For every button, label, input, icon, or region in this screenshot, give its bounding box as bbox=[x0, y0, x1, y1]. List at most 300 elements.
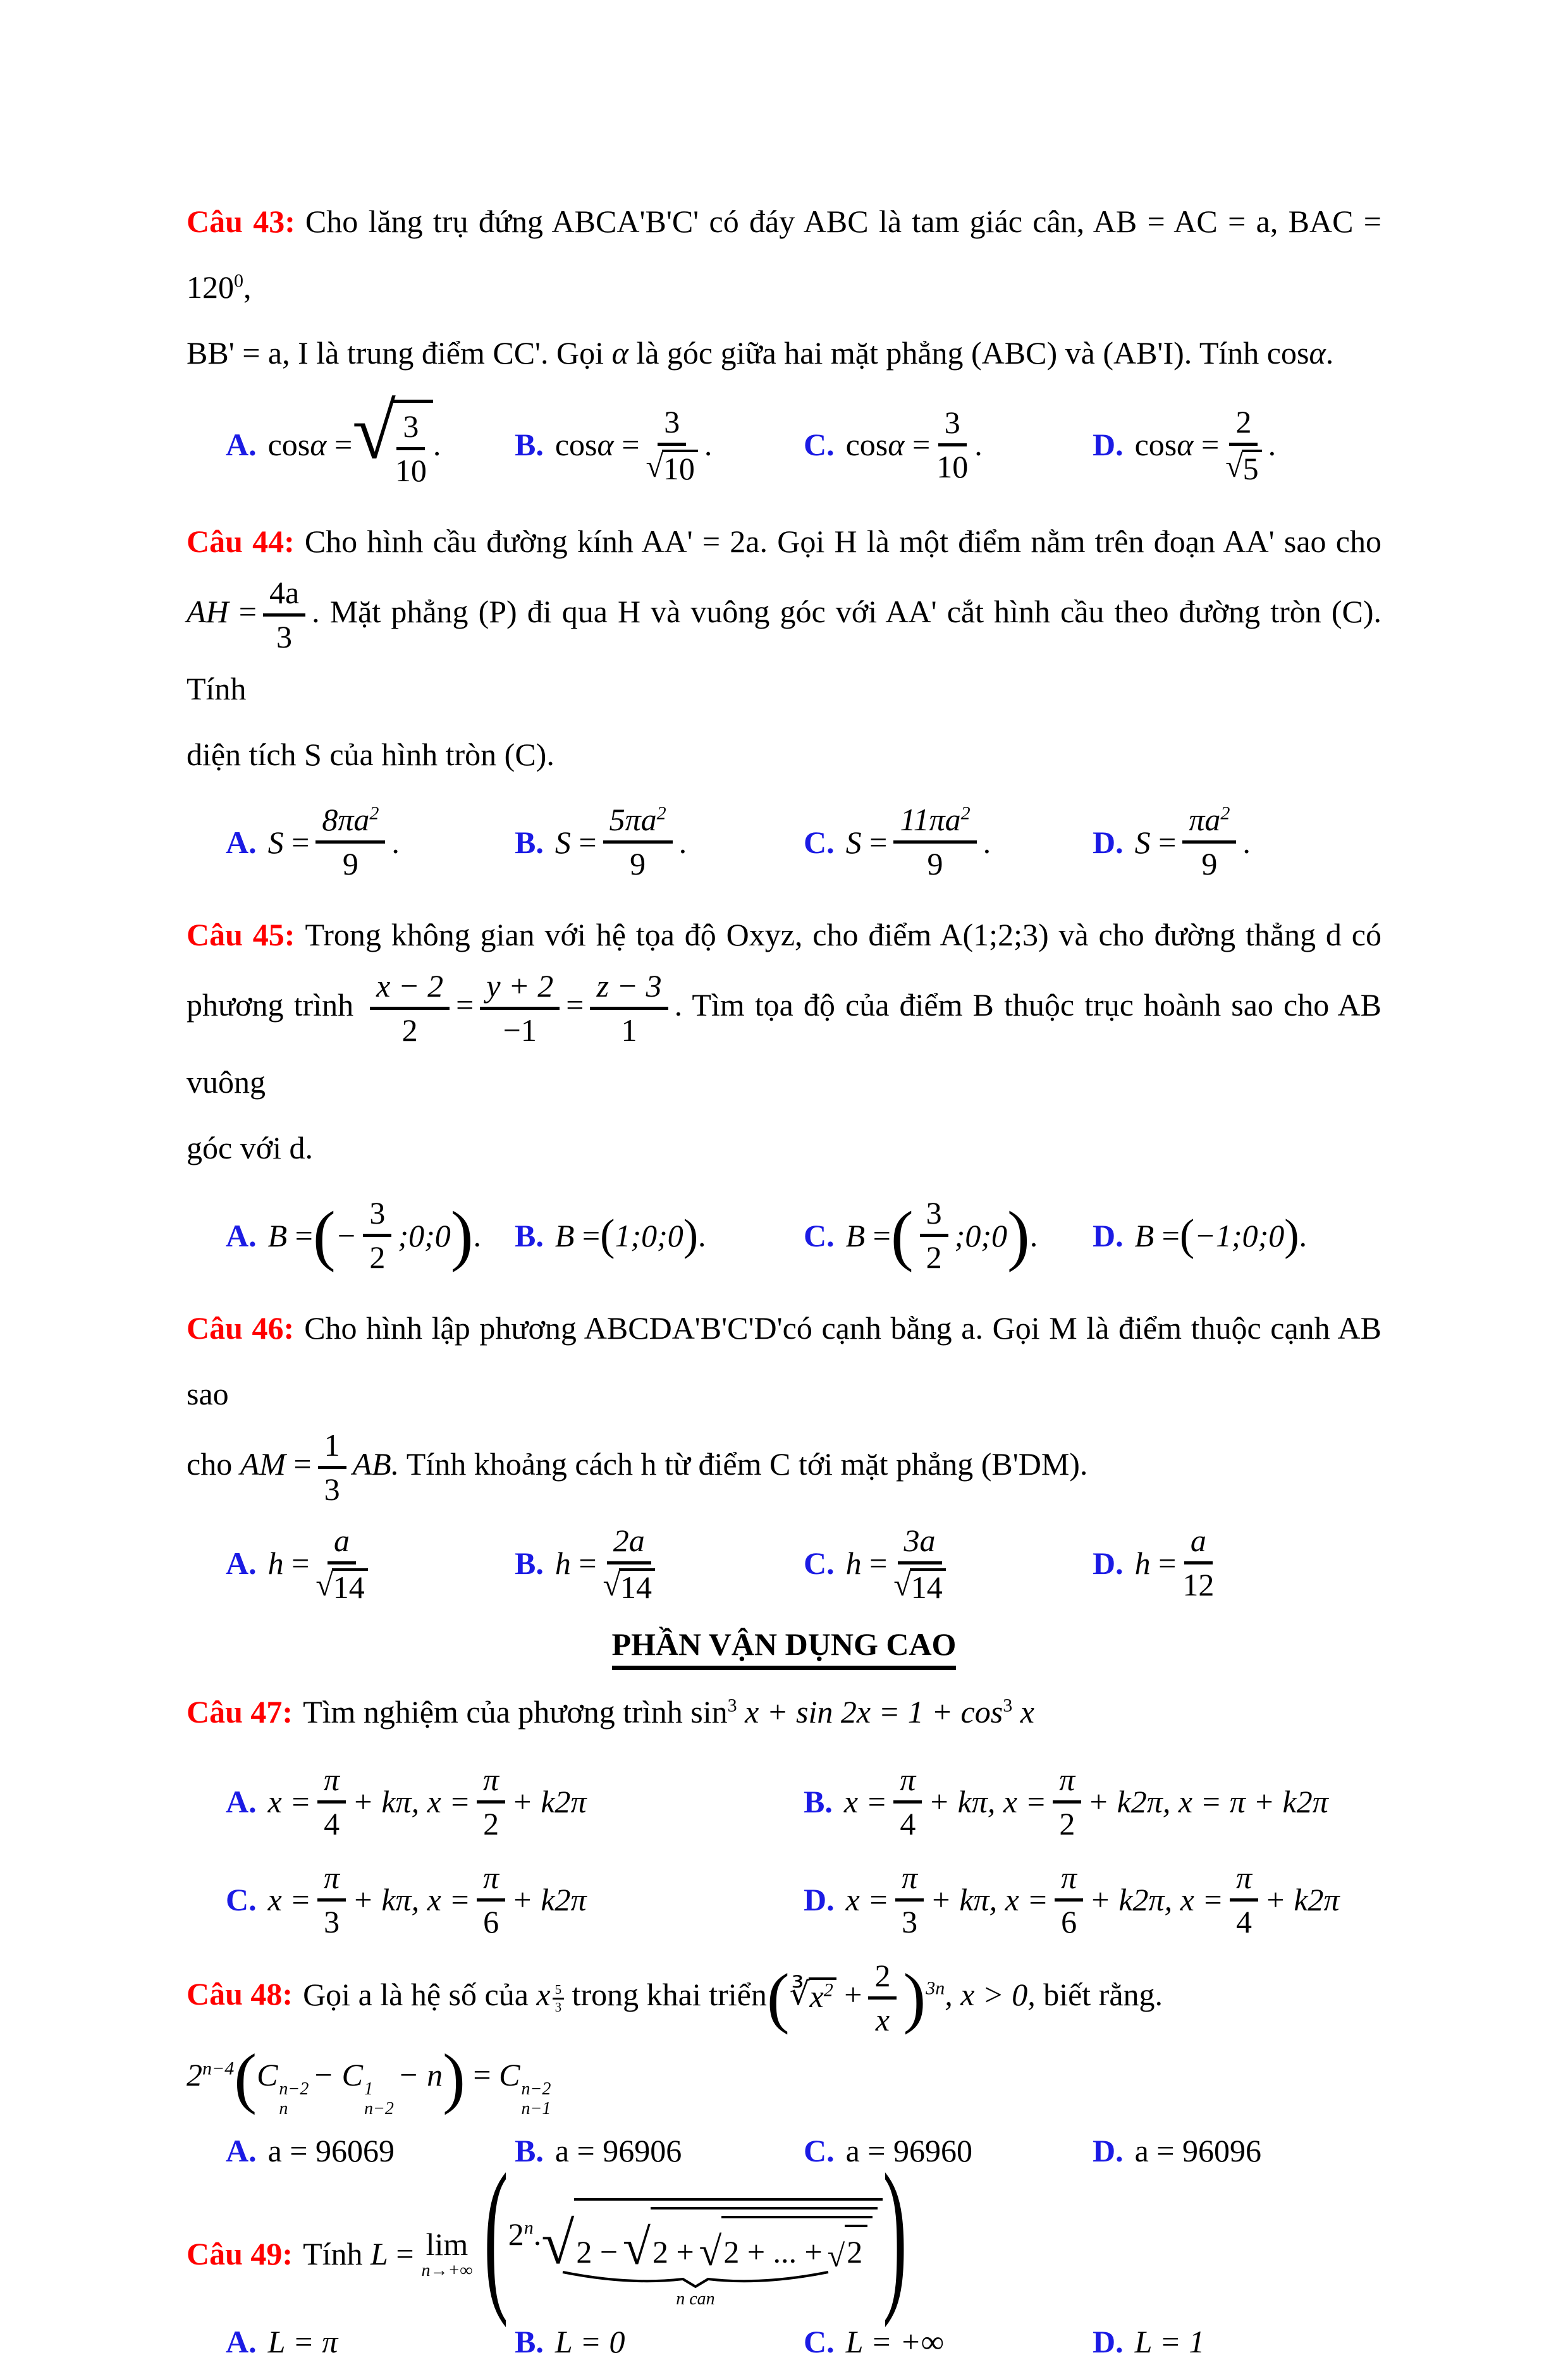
q47-line-1 bbox=[187, 1679, 1381, 1745]
option-value: a = 96960 bbox=[845, 2133, 972, 2169]
option-letter-b: B. bbox=[515, 824, 544, 860]
option-letter-c: C. bbox=[804, 2133, 835, 2169]
fraction-numerator: 4a bbox=[263, 574, 305, 617]
expr-part: x = bbox=[267, 1882, 312, 1917]
fraction bbox=[646, 403, 697, 486]
binom-sub: n bbox=[279, 2098, 288, 2118]
fraction-numerator: π bbox=[477, 1859, 505, 1902]
option-letter-d: D. bbox=[804, 1882, 835, 1917]
q48-option-d bbox=[1093, 2132, 1381, 2169]
q46-var-h: h bbox=[267, 1545, 284, 1581]
radicand bbox=[651, 2207, 878, 2275]
fraction-numerator: 3 bbox=[658, 403, 686, 446]
option-value: L = 0 bbox=[554, 2324, 625, 2360]
option-letter-d: D. bbox=[1093, 1545, 1124, 1581]
equals-sign: = bbox=[293, 1446, 312, 1482]
q47-option-b bbox=[804, 1761, 1381, 1843]
binom-c: C bbox=[341, 2056, 363, 2093]
question-45 bbox=[187, 902, 1381, 1276]
alpha-symbol: α bbox=[611, 335, 628, 371]
option-letter-c: C. bbox=[804, 1545, 835, 1581]
q43-option-d bbox=[1093, 400, 1381, 489]
q46-text-1: Cho hình lập phương ABCDA'B'C'D'có cạnh bằng a. Gọi M là điểm thuộc cạnh AB sao bbox=[187, 1310, 1381, 1411]
binom-indices bbox=[521, 2079, 551, 2119]
lim-word: lim bbox=[426, 2227, 469, 2263]
expr-part: + k2π bbox=[511, 1882, 587, 1917]
q44-var-s: S bbox=[267, 824, 284, 860]
option-letter-c: C. bbox=[804, 427, 835, 462]
cube-root bbox=[790, 1977, 836, 2013]
option-value: a = 96906 bbox=[554, 2133, 682, 2169]
radical-sign: √ bbox=[699, 2228, 722, 2275]
nested-radical bbox=[623, 2207, 878, 2276]
q43-label: Câu 43: bbox=[187, 204, 295, 239]
q45-option-b: B. B = ( 1;0;0 ) . bbox=[515, 1210, 706, 1260]
fraction bbox=[590, 968, 668, 1049]
equals-sign: = bbox=[869, 1545, 888, 1581]
fraction-numerator bbox=[1182, 801, 1236, 844]
option-letter-b: B. bbox=[515, 1217, 544, 1253]
fraction-numerator: 3 bbox=[396, 408, 425, 450]
q45-line-2 bbox=[187, 968, 1381, 1115]
q46-option-d bbox=[1093, 1522, 1381, 1604]
period: . bbox=[473, 1217, 482, 1253]
sqrt bbox=[315, 1568, 367, 1604]
cos-symbol: cos bbox=[267, 427, 310, 462]
q47-option-d bbox=[804, 1859, 1381, 1941]
q49-label: Câu 49: bbox=[187, 2236, 293, 2272]
coords: −1;0;0 bbox=[1194, 1217, 1285, 1253]
q46-options bbox=[187, 1522, 1381, 1604]
fraction-numerator: 3 bbox=[363, 1195, 391, 1237]
fraction-numerator: y + 2 bbox=[480, 968, 560, 1010]
q44-label: Câu 44: bbox=[187, 524, 295, 559]
fraction bbox=[315, 801, 385, 883]
fraction-denominator: 10 bbox=[395, 453, 427, 488]
q48-text-4: biết rằng. bbox=[1043, 1976, 1163, 2012]
fraction-denominator: 3 bbox=[902, 1903, 918, 1939]
binom-sup: n−2 bbox=[521, 2079, 551, 2099]
fraction-numerator: x − 2 bbox=[370, 968, 450, 1010]
fraction-numerator: z − 3 bbox=[590, 968, 668, 1010]
q48-equation bbox=[187, 2040, 1381, 2119]
coords-rest: ;0;0 bbox=[398, 1217, 451, 1253]
fraction bbox=[893, 1522, 945, 1604]
q45-option-c: C. B = ( $\frac{3}{2}$ ;0;0 ) . bbox=[804, 1195, 1038, 1275]
q44-var-s: S bbox=[845, 824, 862, 860]
section-heading-text: PHẦN VẬN DỤNG CAO bbox=[612, 1626, 957, 1670]
coords-rest: ;0;0 bbox=[954, 1217, 1007, 1253]
q44-option-c bbox=[804, 801, 1093, 883]
fraction-denominator: −1 bbox=[503, 1012, 537, 1048]
fraction bbox=[1230, 1859, 1258, 1941]
fraction-denominator: 10 bbox=[936, 448, 969, 484]
q43-line-2 bbox=[187, 320, 1381, 386]
expr-part: + kπ, x = bbox=[928, 1784, 1047, 1819]
fraction-denominator bbox=[893, 1564, 945, 1604]
option-letter-b: B. bbox=[804, 1784, 833, 1819]
sqrt bbox=[893, 1568, 945, 1604]
sqrt-of-fraction bbox=[352, 388, 433, 489]
exponent-fraction bbox=[553, 1982, 565, 2015]
q47-text-1a: Tìm nghiệm của phương trình sin bbox=[303, 1693, 728, 1730]
fraction-denominator bbox=[1225, 446, 1261, 486]
fraction-denominator: 4 bbox=[1236, 1903, 1253, 1939]
question-48 bbox=[187, 1957, 1381, 2170]
fraction-numerator: π bbox=[317, 1761, 346, 1804]
fraction bbox=[1225, 403, 1261, 486]
nested-radical bbox=[827, 2225, 867, 2274]
fraction-denominator: 2 bbox=[369, 1239, 386, 1275]
alpha-symbol: α bbox=[310, 427, 327, 462]
expr-part: + k2π bbox=[511, 1784, 587, 1819]
fraction bbox=[1053, 1761, 1081, 1843]
fraction-numerator: π bbox=[477, 1761, 505, 1804]
expr-part: x = bbox=[267, 1784, 312, 1819]
equals-sign: = bbox=[579, 824, 597, 860]
binom-sub: n−1 bbox=[521, 2098, 551, 2118]
q45-text-1: Trong không gian với hệ tọa độ Oxyz, cho điểm A(1;2;3) và cho đường thẳng d có bbox=[305, 917, 1381, 952]
fraction-numerator: π bbox=[893, 1761, 922, 1804]
fraction-denominator: 9 bbox=[342, 846, 358, 882]
numerator-exponent: 2 bbox=[656, 802, 666, 824]
q45-text-2b: . Tìm tọa độ của điểm B thuộc trục hoành sao cho AB vuông bbox=[187, 986, 1381, 1100]
fraction-denominator: 6 bbox=[1061, 1903, 1077, 1939]
q43-option-b bbox=[515, 400, 804, 489]
lim-subscript: n→+∞ bbox=[421, 2260, 473, 2280]
binom-sup: 1 bbox=[364, 2079, 373, 2099]
period: . bbox=[678, 824, 687, 860]
q44-option-a bbox=[226, 801, 515, 883]
fraction-numerator: π bbox=[1053, 1761, 1081, 1804]
question-43 bbox=[187, 188, 1381, 489]
q47-options-row-2 bbox=[187, 1859, 1381, 1941]
q45-var-b: B bbox=[267, 1217, 288, 1253]
fraction bbox=[1055, 1859, 1083, 1941]
expr-part: + kπ, x = bbox=[352, 1882, 471, 1917]
option-letter-c: C. bbox=[226, 1882, 257, 1917]
period: . bbox=[391, 824, 400, 860]
equals-sign: = bbox=[1158, 1545, 1177, 1581]
q46-var-h: h bbox=[554, 1545, 571, 1581]
option-letter-d: D. bbox=[1093, 2133, 1124, 2169]
alpha-symbol: α bbox=[1309, 335, 1326, 371]
fraction-denominator: x bbox=[875, 2001, 890, 2037]
period: . bbox=[983, 824, 991, 860]
fraction-denominator: 1 bbox=[621, 1012, 637, 1048]
option-letter-c: C. bbox=[804, 1217, 835, 1253]
alpha-symbol: α bbox=[597, 427, 614, 462]
period: . bbox=[1242, 824, 1251, 860]
numerator-exponent: 2 bbox=[1220, 802, 1230, 824]
radicand bbox=[393, 400, 433, 489]
limit-operator bbox=[422, 2228, 473, 2280]
q43-options bbox=[187, 388, 1381, 489]
option-value: L = +∞ bbox=[845, 2324, 944, 2360]
period: . bbox=[1268, 427, 1277, 462]
binom-c: C bbox=[257, 2056, 278, 2093]
fraction-denominator: 2 bbox=[1059, 1805, 1075, 1841]
power-of-two bbox=[508, 2216, 542, 2252]
fraction-denominator: 4 bbox=[900, 1805, 916, 1841]
fraction-numerator: π bbox=[895, 1859, 924, 1902]
option-letter-a: A. bbox=[226, 2133, 257, 2169]
period: . bbox=[974, 427, 983, 462]
period: . bbox=[312, 593, 320, 629]
radicand-text: 2 + ... + bbox=[723, 2234, 823, 2270]
q46-text-2b: Tính khoảng cách h từ điểm C tới mặt phẳng (B'DM). bbox=[399, 1446, 1088, 1482]
nested-radical bbox=[541, 2198, 883, 2277]
q48-label: Câu 48: bbox=[187, 1976, 293, 2012]
q48-var-x: x bbox=[536, 1976, 551, 2012]
equals-sign: = bbox=[456, 986, 474, 1023]
q45-line-3 bbox=[187, 1115, 1381, 1181]
option-letter-c: C. bbox=[804, 824, 835, 860]
exponent-n: n bbox=[524, 2217, 534, 2239]
option-letter-a: A. bbox=[226, 1545, 257, 1581]
q45-var-b: B bbox=[845, 1217, 866, 1253]
equals-sign: = bbox=[334, 427, 353, 462]
q49-option-a bbox=[226, 2323, 515, 2360]
fraction bbox=[936, 404, 968, 486]
radicand: 14 bbox=[910, 1568, 946, 1604]
radicand: 2 bbox=[845, 2225, 867, 2270]
fraction-denominator: 2 bbox=[926, 1239, 942, 1275]
q44-line-2 bbox=[187, 574, 1381, 722]
section-heading bbox=[187, 1626, 1381, 1662]
numerator-text: πa bbox=[1189, 802, 1221, 837]
equals-sign: = bbox=[873, 1217, 891, 1253]
fraction-denominator: 3 bbox=[324, 1903, 340, 1939]
q47-text-1c: x bbox=[1012, 1693, 1034, 1730]
radical-sign: √ bbox=[827, 2238, 845, 2274]
period: . bbox=[1325, 335, 1334, 371]
binom-indices bbox=[279, 2079, 309, 2119]
option-letter-b: B. bbox=[515, 2133, 544, 2169]
option-letter-d: D. bbox=[1093, 824, 1124, 860]
q44-var-s: S bbox=[554, 824, 571, 860]
q43-text-2b: là góc giữa hai mặt phẳng (ABC) và (AB'I). Tính bbox=[628, 335, 1267, 371]
option-letter-a: A. bbox=[226, 824, 257, 860]
radicand-exponent: 2 bbox=[823, 1979, 833, 2001]
equals-sign: = bbox=[291, 1545, 310, 1581]
radicand bbox=[809, 1977, 836, 2013]
sqrt bbox=[646, 450, 697, 486]
expr-part: + kπ, x = bbox=[352, 1784, 471, 1819]
fraction-numerator: π bbox=[1230, 1859, 1258, 1902]
q49-option-b bbox=[515, 2323, 804, 2360]
q43-option-a bbox=[226, 388, 515, 489]
equals-sign: = bbox=[295, 1217, 313, 1253]
coords: 1;0;0 bbox=[615, 1217, 683, 1253]
fraction-denominator: 6 bbox=[483, 1903, 499, 1939]
fraction-numerator: π bbox=[317, 1859, 346, 1902]
fraction-numerator: 2 bbox=[868, 1957, 897, 2000]
q47-text-1b: x + sin 2x = 1 + cos bbox=[737, 1693, 1003, 1730]
fraction-numerator bbox=[603, 801, 673, 844]
q49-options bbox=[187, 2323, 1381, 2360]
q46-line-2 bbox=[187, 1427, 1381, 1508]
close-paren: ) bbox=[903, 1960, 926, 2035]
equals-sign: = bbox=[622, 427, 640, 462]
q45-var-b: B bbox=[1134, 1217, 1155, 1253]
fraction-numerator bbox=[893, 801, 976, 844]
fraction bbox=[893, 1761, 922, 1843]
equals-sign: = bbox=[582, 1217, 601, 1253]
equals-sign: = bbox=[566, 986, 584, 1023]
fraction bbox=[370, 968, 450, 1049]
question-46 bbox=[187, 1295, 1381, 1604]
question-44 bbox=[187, 508, 1381, 883]
q46-text-2a: cho bbox=[187, 1446, 240, 1482]
q47-options-row-1 bbox=[187, 1761, 1381, 1843]
open-paren: ( bbox=[234, 2040, 257, 2116]
q48-option-a bbox=[226, 2132, 515, 2169]
period: . bbox=[432, 427, 441, 462]
fraction bbox=[395, 408, 427, 489]
radical-sign: √ bbox=[315, 1567, 333, 1602]
expr-part: + kπ, x = bbox=[930, 1882, 1049, 1917]
minus-sign: − bbox=[312, 2056, 334, 2093]
underbrace-icon bbox=[560, 2270, 831, 2288]
q48-text-3: , x > 0, bbox=[945, 1976, 1036, 2012]
binom-c: C bbox=[499, 2056, 520, 2093]
cos-symbol: cos bbox=[1266, 335, 1309, 371]
open-paren: ( bbox=[766, 1960, 790, 2035]
radicand-text: 2 + bbox=[652, 2234, 694, 2270]
fraction-denominator: 3 bbox=[276, 619, 293, 655]
q45-options bbox=[187, 1195, 1381, 1276]
fraction-numerator: 2a bbox=[607, 1522, 651, 1564]
close-paren: ) bbox=[443, 2040, 465, 2116]
q44-text-1: Cho hình cầu đường kính AA' = 2a. Gọi H là một điểm nằm trên đoạn AA' sao cho bbox=[304, 524, 1381, 559]
exponent: 3 bbox=[727, 1694, 737, 1716]
numerator-text: 8πa bbox=[322, 802, 370, 837]
radical-sign: √ bbox=[893, 1567, 911, 1602]
radical-sign: √ bbox=[646, 448, 663, 484]
fraction-denominator: 9 bbox=[927, 846, 943, 882]
q43-line-1 bbox=[187, 188, 1381, 320]
q44-text-2: Mặt phẳng (P) đi qua H và vuông góc với AA' cắt hình cầu theo đường tròn (C). Tính bbox=[187, 593, 1382, 706]
fraction-denominator: 2 bbox=[401, 1012, 418, 1048]
period: . bbox=[698, 1217, 706, 1253]
fraction bbox=[477, 1761, 505, 1843]
base-2: 2 bbox=[187, 2056, 202, 2093]
q46-var-ab: AB. bbox=[352, 1446, 400, 1482]
period: . bbox=[704, 427, 713, 462]
expr-part: x = bbox=[845, 1882, 890, 1917]
alpha-symbol: α bbox=[1177, 427, 1194, 462]
q44-options bbox=[187, 801, 1381, 883]
fraction-denominator bbox=[603, 1564, 655, 1604]
sqrt bbox=[603, 1568, 655, 1604]
radicand: 14 bbox=[619, 1568, 655, 1604]
fraction-denominator: 4 bbox=[324, 1805, 340, 1841]
q46-line-1 bbox=[187, 1295, 1381, 1427]
exponent-denominator: 3 bbox=[554, 1999, 562, 2015]
q49-var-l: L bbox=[371, 2236, 388, 2272]
option-value: L = π bbox=[267, 2324, 338, 2360]
fraction bbox=[477, 1859, 505, 1941]
option-value: a = 96096 bbox=[1134, 2133, 1261, 2169]
radicand bbox=[574, 2198, 883, 2276]
expr-part: + k2π, x = bbox=[1089, 1882, 1224, 1917]
radical-sign: ∛ bbox=[789, 1976, 810, 2012]
expr-part: x = bbox=[843, 1784, 888, 1819]
q45-var-b: B bbox=[554, 1217, 575, 1253]
minus-n: − n bbox=[397, 2056, 443, 2093]
radicand-text: 2 − bbox=[576, 2234, 618, 2270]
q48-option-b bbox=[515, 2132, 804, 2169]
equals-sign: = bbox=[238, 593, 257, 629]
fraction bbox=[363, 1195, 391, 1276]
equals-sign: = bbox=[912, 427, 931, 462]
cos-symbol: cos bbox=[1134, 427, 1177, 462]
equals-sign: = bbox=[1161, 1217, 1180, 1253]
q44-option-b bbox=[515, 801, 804, 883]
numerator-exponent: 2 bbox=[369, 802, 379, 824]
radicand: 10 bbox=[662, 450, 698, 486]
fraction bbox=[893, 801, 976, 883]
fraction-denominator: 12 bbox=[1182, 1567, 1215, 1603]
option-letter-a: A. bbox=[226, 1217, 257, 1253]
radical-sign: √ bbox=[623, 2220, 651, 2276]
q49-option-d bbox=[1093, 2323, 1381, 2360]
radical-sign: √ bbox=[603, 1567, 621, 1602]
radicand bbox=[721, 2216, 873, 2274]
binom-indices bbox=[364, 2079, 394, 2119]
binom-sup: n−2 bbox=[279, 2079, 309, 2099]
q46-var-h: h bbox=[1134, 1545, 1151, 1581]
q46-option-c bbox=[804, 1522, 1093, 1604]
q44-text-3: diện tích S của hình tròn (C). bbox=[187, 737, 554, 772]
option-letter-b: B. bbox=[515, 2324, 544, 2360]
q48-options bbox=[187, 2132, 1381, 2169]
minus-sign: − bbox=[335, 1217, 357, 1253]
q44-line-1 bbox=[187, 508, 1381, 574]
numerator-exponent: 2 bbox=[960, 802, 971, 824]
equals-sign: = bbox=[1201, 427, 1220, 462]
q48-line-1 bbox=[187, 1957, 1381, 2039]
radicand: 5 bbox=[1242, 450, 1262, 486]
radical-sign: √ bbox=[541, 2209, 575, 2277]
fraction bbox=[920, 1195, 948, 1276]
equals-sign: = bbox=[473, 2056, 491, 2093]
q43-text-1: Cho lăng trụ đứng ABCA'B'C' có đáy ABC là tam giác cân, AB = AC = a, BAC = 120 bbox=[187, 204, 1381, 305]
q47-label: Câu 47: bbox=[187, 1693, 293, 1730]
numerator-text: 5πa bbox=[609, 802, 657, 837]
expr-part: + k2π bbox=[1265, 1882, 1340, 1917]
q47-option-c bbox=[226, 1859, 804, 1941]
alpha-symbol: α bbox=[888, 427, 905, 462]
fraction bbox=[1182, 801, 1236, 883]
fraction bbox=[480, 968, 560, 1049]
fraction-numerator: 3 bbox=[938, 404, 967, 446]
equals-sign: = bbox=[396, 2236, 414, 2272]
q45-option-d: D. B = ( −1;0;0 ) . bbox=[1093, 1210, 1308, 1260]
option-value: L = 1 bbox=[1134, 2324, 1205, 2360]
q48-text-2: trong khai triển bbox=[572, 1976, 767, 2012]
option-letter-b: B. bbox=[515, 427, 544, 462]
q43-sup-0: 0 bbox=[234, 270, 243, 292]
q45-option-a: A. B = ( − $\frac{3}{2}$ ;0;0 ) . bbox=[226, 1195, 482, 1275]
option-letter-a: A. bbox=[226, 427, 257, 462]
binom-sub: n−2 bbox=[364, 2098, 394, 2118]
option-value: a = 96069 bbox=[267, 2133, 395, 2169]
q44-line-3 bbox=[187, 722, 1381, 787]
cos-symbol: cos bbox=[845, 427, 888, 462]
fraction-numerator bbox=[315, 801, 385, 844]
